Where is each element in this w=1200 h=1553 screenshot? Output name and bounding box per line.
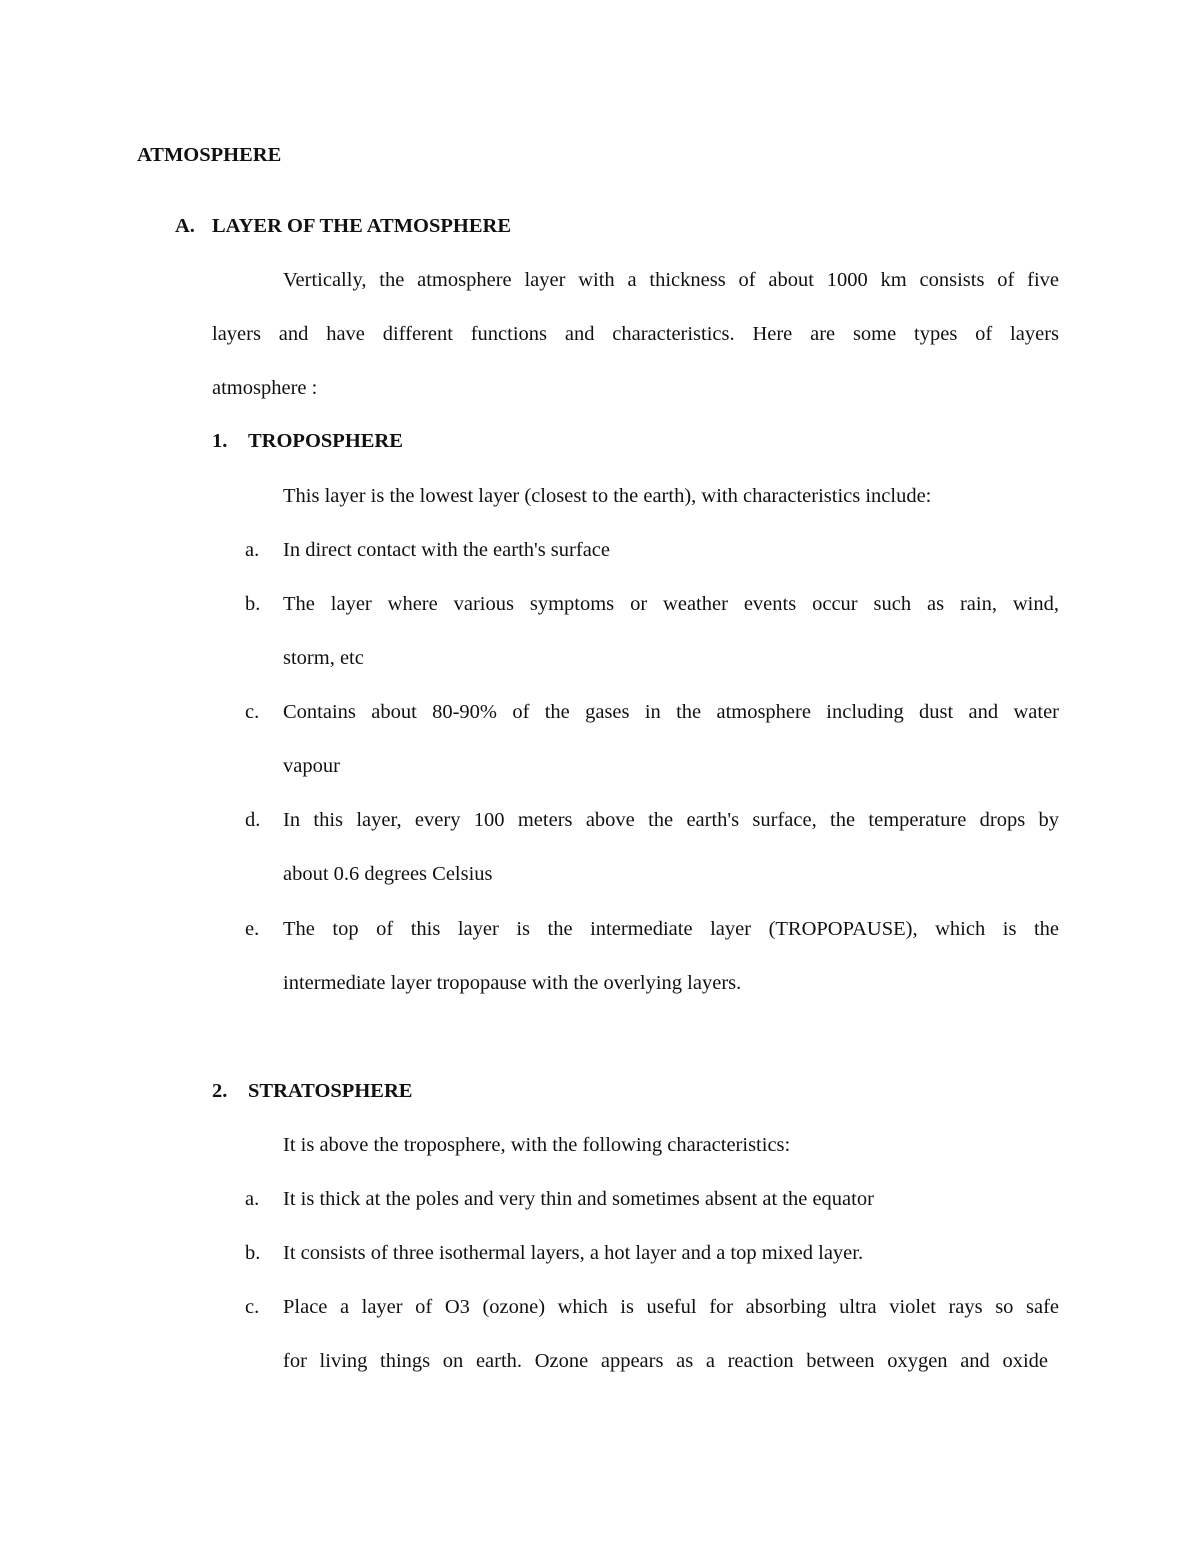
troposphere-heading: TROPOSPHERE [248,430,403,452]
list-item: In this layer, every 100 meters above the earth's surface, the temperature drops by [283,809,1059,831]
list-marker: d. [245,809,261,831]
list-marker: a. [245,1188,260,1210]
list-marker: a. [245,539,260,561]
stratosphere-marker: 2. [212,1080,228,1102]
list-item-cont: storm, etc [283,647,364,669]
list-item-cont: vapour [283,755,340,777]
list-marker: b. [245,1242,261,1264]
list-item-cont: about 0.6 degrees Celsius [283,863,493,885]
document-title: ATMOSPHERE [137,144,282,166]
intro-line: Vertically, the atmosphere layer with a thickness of about 1000 km consists of five [283,269,1059,291]
section-a-heading: LAYER OF THE ATMOSPHERE [212,215,512,237]
list-marker: c. [245,701,260,723]
list-item: The top of this layer is the intermediate layer (TROPOPAUSE), which is the [283,918,1059,940]
list-item: It consists of three isothermal layers, a hot layer and a top mixed layer. [283,1242,864,1264]
stratosphere-heading: STRATOSPHERE [248,1080,413,1102]
list-item: Place a layer of O3 (ozone) which is useful for absorbing ultra violet rays so safe [283,1296,1059,1318]
troposphere-intro: This layer is the lowest layer (closest to the earth), with characteristics include: [283,485,932,507]
intro-line: atmosphere : [212,377,318,399]
list-marker: c. [245,1296,260,1318]
list-item: It is thick at the poles and very thin and sometimes absent at the equator [283,1188,874,1210]
list-item: The layer where various symptoms or weather events occur such as rain, wind, [283,593,1059,615]
list-item-cont: intermediate layer tropopause with the overlying layers. [283,972,742,994]
list-marker: e. [245,918,260,940]
list-item: Contains about 80-90% of the gases in the atmosphere including dust and water [283,701,1059,723]
intro-line: layers and have different functions and characteristics. Here are some types of layers [212,323,1059,345]
troposphere-marker: 1. [212,430,228,452]
list-marker: b. [245,593,261,615]
section-a-marker: A. [175,215,195,237]
list-item: In direct contact with the earth's surface [283,539,610,561]
stratosphere-intro: It is above the troposphere, with the following characteristics: [283,1134,791,1156]
list-item-cont: for living things on earth. Ozone appears as a reaction between oxygen and oxide [283,1350,1048,1372]
